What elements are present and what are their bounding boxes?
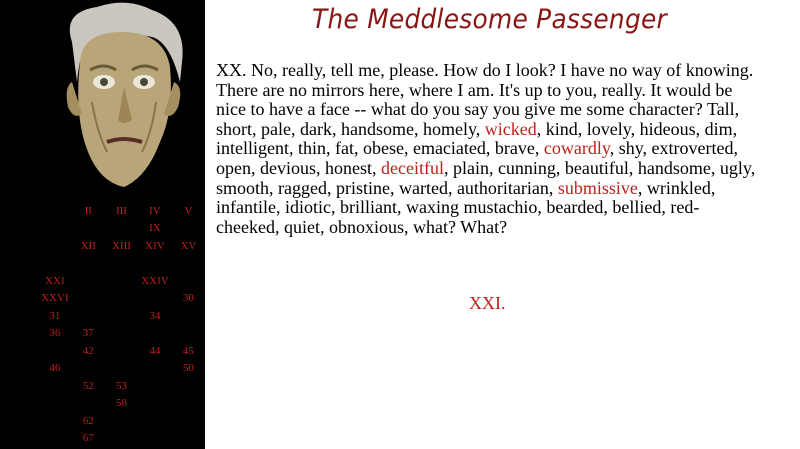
index-cell (172, 342, 205, 360)
index-cell (72, 220, 105, 238)
index-cell (172, 202, 205, 220)
index-cell (38, 325, 72, 343)
chapter-link[interactable]: 67 (82, 432, 94, 445)
chapter-link[interactable]: XXIV (141, 274, 169, 287)
index-cell (172, 360, 205, 378)
index-row (38, 255, 205, 273)
chapter-link[interactable]: 31 (49, 309, 61, 322)
index-cell (172, 412, 205, 430)
index-cell (72, 430, 105, 448)
index-cell (38, 220, 72, 238)
passage-link-deceitful[interactable]: deceitful (380, 157, 444, 178)
index-cell (72, 360, 105, 378)
index-cell (105, 325, 138, 343)
passage-link-cowardly[interactable]: cowardly (543, 138, 610, 159)
index-cell (72, 290, 105, 308)
passage-segment: , kind, lovely, hideous, dim, intelligent, thin, fat, obese, emaciated, brave, (216, 118, 738, 159)
chapter-index (38, 202, 205, 447)
index-cell (105, 342, 138, 360)
index-cell (138, 412, 172, 430)
index-cell (105, 220, 138, 238)
index-row (38, 272, 205, 290)
index-cell (138, 325, 172, 343)
index-cell (138, 237, 172, 255)
index-cell (72, 202, 105, 220)
index-cell (72, 412, 105, 430)
chapter-link[interactable]: XIV (145, 239, 165, 252)
index-cell (72, 377, 105, 395)
index-cell (172, 325, 205, 343)
index-cell (38, 342, 72, 360)
index-row (38, 342, 205, 360)
chapter-link[interactable]: XXVI (41, 292, 69, 305)
index-cell (38, 430, 72, 448)
index-cell (72, 237, 105, 255)
chapter-link[interactable]: 62 (82, 414, 94, 427)
index-cell (138, 430, 172, 448)
page-title: The Meddlesome Passenger (312, 4, 668, 35)
index-cell (172, 272, 205, 290)
index-cell (138, 202, 172, 220)
index-cell (105, 307, 138, 325)
index-cell (172, 290, 205, 308)
index-row (38, 220, 205, 238)
passage-segment: , plain, cunning, beautiful, handsome, ugly, smooth, ragged, pristine, warted, authoritarian, (216, 157, 756, 198)
chapter-link[interactable]: 36 (49, 327, 61, 340)
chapter-link[interactable]: IX (149, 222, 161, 235)
index-cell (138, 255, 172, 273)
chapter-link[interactable]: 46 (49, 362, 61, 375)
chapter-link[interactable]: XV (180, 239, 197, 252)
chapter-link[interactable]: 30 (182, 292, 194, 305)
index-cell (105, 272, 138, 290)
sidebar (0, 0, 205, 449)
index-row (38, 377, 205, 395)
index-cell (72, 325, 105, 343)
index-cell (105, 255, 138, 273)
chapter-link[interactable]: 42 (82, 344, 94, 357)
index-cell (105, 430, 138, 448)
index-cell (72, 342, 105, 360)
chapter-link[interactable]: III (115, 204, 127, 217)
chapter-link[interactable]: 50 (182, 362, 194, 375)
index-row (38, 290, 205, 308)
index-cell (38, 395, 72, 413)
index-row (38, 307, 205, 325)
chapter-link[interactable]: 37 (82, 327, 94, 340)
index-cell (105, 290, 138, 308)
passage-segment: XX. No, really, tell me, please. How do I look? I have no way of knowing. There are no mirrors here, where I am. It's up to you, really. It would be nice to have a face -- what do you say you give me some character? Tall, short, pale, dark, handsome, homely, (216, 60, 754, 139)
chapter-link[interactable]: XIII (111, 239, 131, 252)
index-cell (138, 290, 172, 308)
index-row (38, 360, 205, 378)
index-row (38, 395, 205, 413)
index-cell (138, 307, 172, 325)
index-cell (105, 202, 138, 220)
index-cell (72, 255, 105, 273)
index-cell (172, 237, 205, 255)
old-man-face-image (52, 2, 192, 194)
index-cell (105, 395, 138, 413)
index-cell (72, 395, 105, 413)
chapter-link[interactable]: 45 (182, 344, 194, 357)
index-cell (138, 377, 172, 395)
index-cell (72, 307, 105, 325)
chapter-link[interactable]: 53 (115, 379, 127, 392)
index-cell (172, 430, 205, 448)
index-row (38, 325, 205, 343)
index-cell (38, 412, 72, 430)
index-cell (38, 255, 72, 273)
index-cell (138, 342, 172, 360)
index-cell (138, 395, 172, 413)
chapter-link[interactable]: 44 (149, 344, 161, 357)
chapter-link[interactable]: IV (149, 204, 161, 217)
index-cell (72, 272, 105, 290)
index-cell (172, 377, 205, 395)
index-cell (38, 272, 72, 290)
passage-link-wicked[interactable]: wicked (484, 118, 537, 139)
index-row (38, 237, 205, 255)
passage-text (216, 61, 761, 237)
index-cell (172, 255, 205, 273)
chapter-link[interactable]: XXI (45, 274, 65, 287)
index-cell (172, 220, 205, 238)
passage-segment: , shy, extroverted, open, devious, honest, (216, 138, 738, 178)
index-cell (172, 395, 205, 413)
chapter-link[interactable]: 52 (82, 379, 94, 392)
next-chapter-link[interactable]: XXI. (469, 293, 506, 313)
index-cell (138, 360, 172, 378)
index-row (38, 202, 205, 220)
index-cell (138, 272, 172, 290)
chapter-link[interactable]: 34 (149, 309, 161, 322)
index-cell (105, 360, 138, 378)
passage-segment: , wrinkled, infantile, idiotic, brilliant, waxing mustachio, bearded, bellied, red-cheeked, quiet, obnoxious, what? What? (216, 177, 716, 237)
index-cell (38, 202, 72, 220)
index-cell (38, 307, 72, 325)
index-cell (105, 377, 138, 395)
passage-link-submissive[interactable]: submissive (557, 177, 638, 198)
index-row (38, 430, 205, 448)
index-row (38, 412, 205, 430)
chapter-link[interactable]: V (184, 204, 193, 217)
index-cell (138, 220, 172, 238)
index-cell (38, 360, 72, 378)
index-cell (172, 307, 205, 325)
index-cell (38, 290, 72, 308)
index-cell (105, 237, 138, 255)
index-cell (38, 377, 72, 395)
chapter-link[interactable]: 58 (115, 397, 127, 410)
index-cell (38, 237, 72, 255)
index-cell (105, 412, 138, 430)
chapter-link[interactable]: II (84, 204, 92, 217)
chapter-link[interactable]: XII (80, 239, 96, 252)
